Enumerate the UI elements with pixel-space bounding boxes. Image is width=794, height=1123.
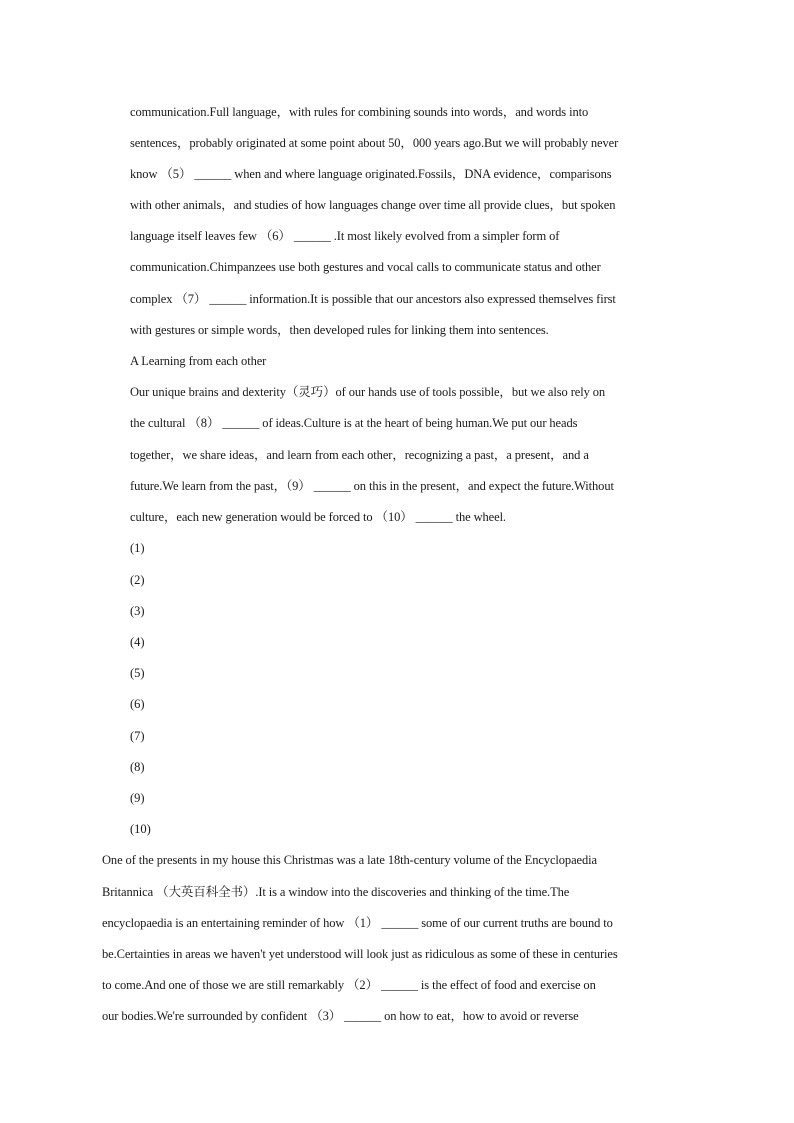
section-heading: A Learning from each other — [130, 354, 267, 368]
answer-number: (8) — [130, 760, 145, 774]
passage-a-line-3: know （5） ______ when and where language originated.Fossils，DNA evidence，comparisons — [130, 167, 612, 181]
passage-b-line-3: encyclopaedia is an entertaining reminder of how （1） ______ some of our current truths are bound to — [102, 916, 613, 930]
answer-number: (5) — [130, 666, 145, 680]
passage-a-line-11: together，we share ideas，and learn from each other，recognizing a past，a present，and a — [130, 448, 589, 462]
passage-a-line-7: complex （7） ______ information.It is possible that our ancestors also expressed themselves first — [130, 292, 616, 306]
answer-number: (1) — [130, 541, 145, 555]
passage-b-line-1: One of the presents in my house this Christmas was a late 18th-century volume of the Encyclopaedia — [102, 853, 597, 867]
answer-number: (2) — [130, 573, 145, 587]
answer-number: (4) — [130, 635, 145, 649]
passage-b-line-5: to come.And one of those we are still remarkably （2） ______ is the effect of food and exercise on — [102, 978, 596, 992]
passage-a-line-10: the cultural （8） ______ of ideas.Culture is at the heart of being human.We put our heads — [130, 416, 578, 430]
passage-a-line-1: communication.Full language，with rules for combining sounds into words，and words into — [130, 105, 589, 119]
passage-a-line-6: communication.Chimpanzees use both gestures and vocal calls to communicate status and other — [130, 260, 601, 274]
passage-a-line-13: culture，each new generation would be forced to （10） ______ the wheel. — [130, 510, 506, 524]
passage-a-line-5: language itself leaves few （6） ______ .It most likely evolved from a simpler form of — [130, 229, 560, 243]
passage-b-line-6: our bodies.We're surrounded by confident （3） ______ on how to eat，how to avoid or reverse — [102, 1009, 579, 1023]
answer-number: (10) — [130, 822, 151, 836]
passage-b-line-4: be.Certainties in areas we haven't yet understood will look just as ridiculous as some of these in centuries — [102, 947, 618, 961]
answer-number: (6) — [130, 697, 145, 711]
answer-number: (3) — [130, 604, 145, 618]
passage-a-line-4: with other animals，and studies of how languages change over time all provide clues，but spoken — [130, 198, 616, 212]
answer-number: (7) — [130, 729, 145, 743]
passage-b-line-2: Britannica （大英百科全书）.It is a window into the discoveries and thinking of the time.The — [102, 885, 570, 899]
passage-a-line-9: Our unique brains and dexterity（灵巧）of our hands use of tools possible，but we also rely on — [130, 385, 606, 399]
passage-a-line-2: sentences，probably originated at some point about 50，000 years ago.But we will probably never — [130, 136, 619, 150]
passage-a-line-8: with gestures or simple words，then developed rules for linking them into sentences. — [130, 323, 549, 337]
answer-number: (9) — [130, 791, 145, 805]
passage-a-line-12: future.We learn from the past，（9） ______ on this in the present，and expect the future.Without — [130, 479, 614, 493]
